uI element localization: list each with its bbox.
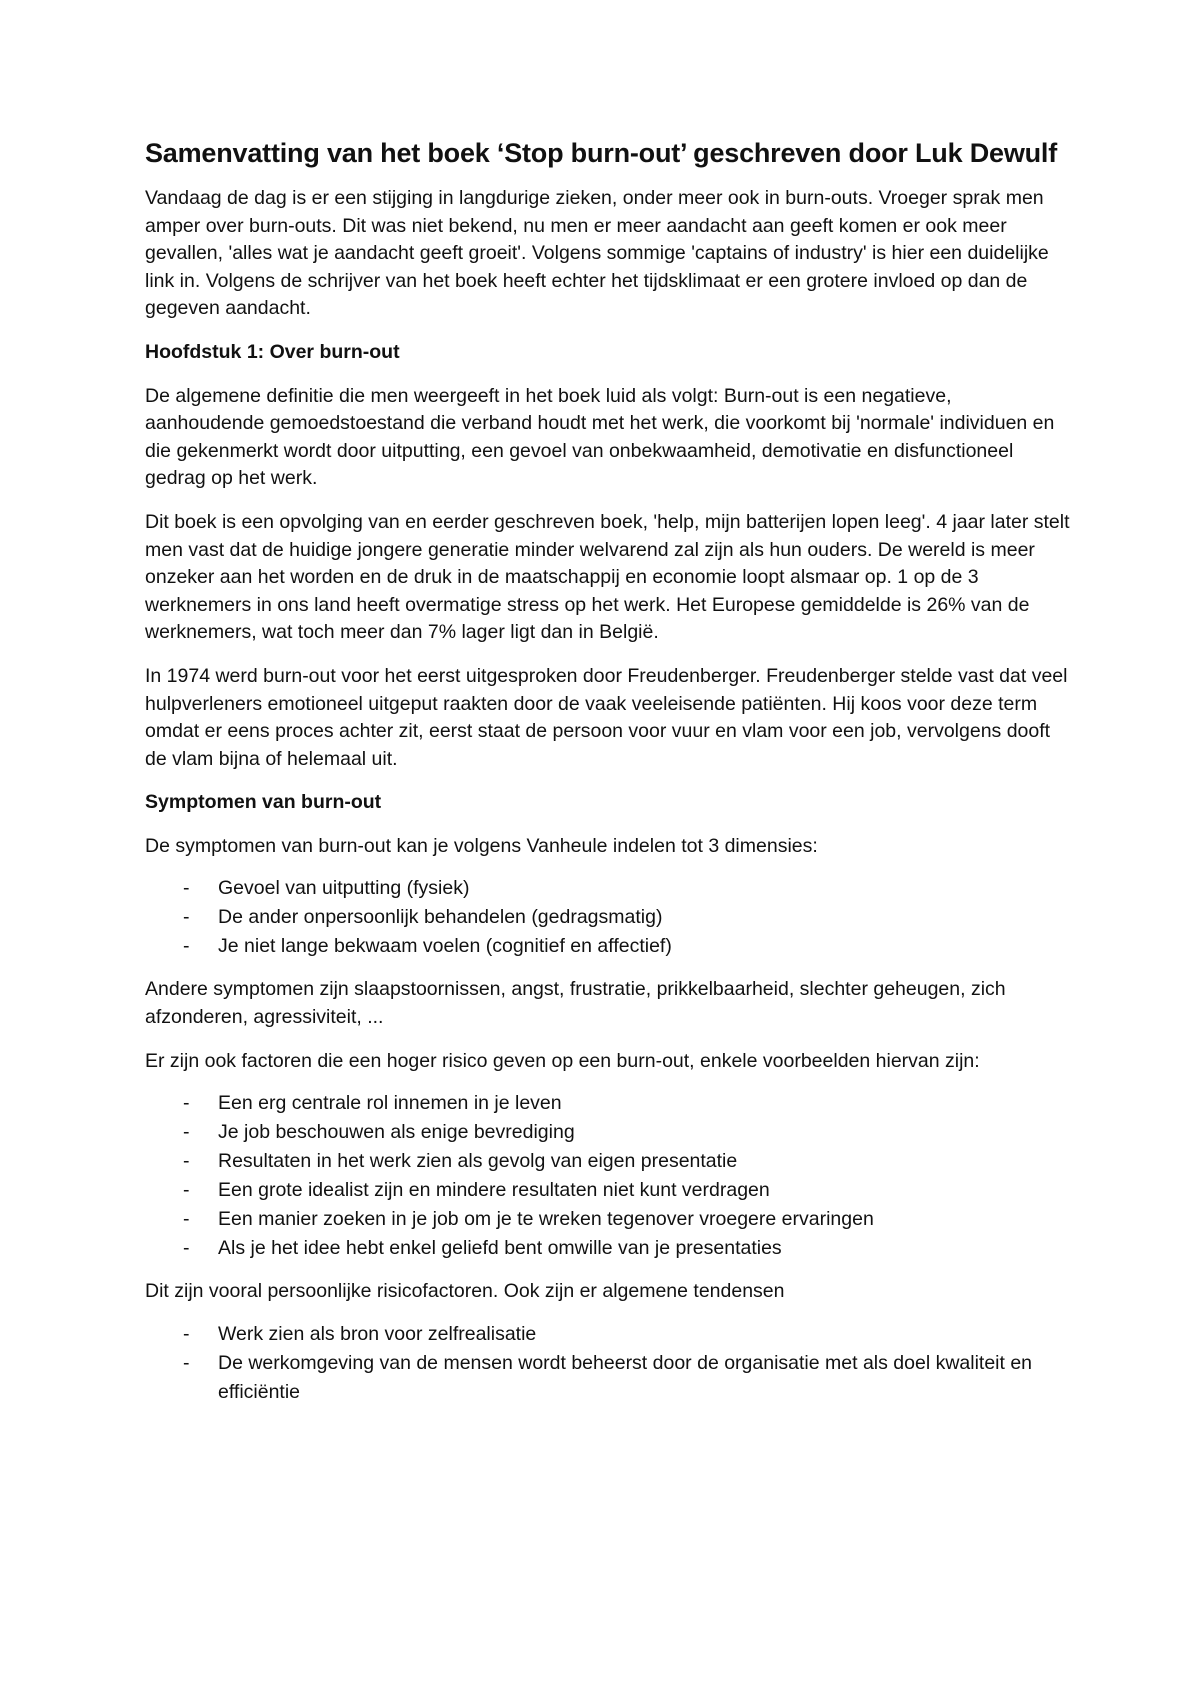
dash-bullet: - bbox=[183, 1351, 190, 1374]
list-item: - Je niet lange bekwaam voelen (cognitief en affectief) bbox=[145, 932, 1075, 961]
document-page bbox=[145, 136, 1075, 1422]
trends-intro-paragraph: Dit zijn vooral persoonlijke risicofactoren. Ook zijn er algemene tendensen bbox=[145, 1280, 785, 1303]
trends-list bbox=[145, 1320, 1075, 1407]
list-item: - Een grote idealist zijn en mindere resultaten niet kunt verdragen bbox=[145, 1176, 1075, 1205]
list-item: - Werk zien als bron voor zelfrealisatie bbox=[145, 1320, 1075, 1349]
document-title: Samenvatting van het boek ‘Stop burn-out’ geschreven door Luk Dewulf bbox=[145, 138, 1058, 168]
list-item: - Een manier zoeken in je job om je te wreken tegenover vroegere ervaringen bbox=[145, 1205, 1075, 1234]
dash-bullet: - bbox=[183, 1150, 190, 1173]
list-item: - Resultaten in het werk zien als gevolg van eigen presentatie bbox=[145, 1147, 1075, 1176]
list-item: - Een erg centrale rol innemen in je leven bbox=[145, 1089, 1075, 1118]
list-item: - De ander onpersoonlijk behandelen (gedragsmatig) bbox=[145, 903, 1075, 932]
dash-bullet: - bbox=[183, 877, 190, 900]
dash-bullet: - bbox=[183, 1322, 190, 1345]
other-symptoms-paragraph: Andere symptomen zijn slaapstoornissen, angst, frustratie, prikkelbaarheid, slechter geheugen, zich afzonderen, agressiviteit, ... bbox=[145, 978, 1006, 1029]
dash-bullet: - bbox=[183, 906, 190, 929]
dash-bullet: - bbox=[183, 1237, 190, 1260]
dash-bullet: - bbox=[183, 1179, 190, 1202]
history-paragraph: In 1974 werd burn-out voor het eerst uitgesproken door Freudenberger. Freudenberger stelde vast dat veel hulpverleners emotioneel uitgeput raakten door de vaak veeleisende patiënten. Hij koos voor deze term omdat er eens proces achter zit, eerst staat de persoon voor vuur en vlam voor een job, vervolgens dooft de vlam bijna of helemaal uit. bbox=[145, 664, 1068, 770]
dash-bullet: - bbox=[183, 1208, 190, 1231]
list-item: - Je job beschouwen als enige bevrediging bbox=[145, 1118, 1075, 1147]
dash-bullet: - bbox=[183, 1092, 190, 1115]
definition-paragraph: De algemene definitie die men weergeeft in het boek luid als volgt: Burn-out is een negatieve, aanhoudende gemoedstoestand die verband houdt met het werk, die voorkomt bij 'normale' individuen en die gekenmerkt wordt door uitputting, een gevoel van onbekwaamheid, demotivatie en disfunctioneel gedrag op het werk. bbox=[145, 384, 1055, 490]
chapter-1-heading: Hoofdstuk 1: Over burn-out bbox=[145, 340, 400, 363]
risk-intro-paragraph: Er zijn ook factoren die een hoger risico geven op een burn-out, enkele voorbeelden hiervan zijn: bbox=[145, 1049, 980, 1072]
symptoms-heading: Symptomen van burn-out bbox=[145, 791, 382, 814]
symptoms-intro: De symptomen van burn-out kan je volgens Vanheule indelen tot 3 dimensies: bbox=[145, 834, 818, 857]
dash-bullet: - bbox=[183, 935, 190, 958]
intro-paragraph: Vandaag de dag is er een stijging in langdurige zieken, onder meer ook in burn-outs. Vroeger sprak men amper over burn-outs. Dit was niet bekend, nu men er meer aandacht aan geeft komen er ook meer gevallen, 'alles wat je aandacht geeft groeit'. Volgens sommige 'captains of industry' is hier een duidelijke link in. Volgens de schrijver van het boek heeft echter het tijdsklimaat er een grotere invloed op dan de gegeven aandacht. bbox=[145, 187, 1049, 320]
dash-bullet: - bbox=[183, 1121, 190, 1144]
follow-up-paragraph: Dit boek is een opvolging van en eerder geschreven boek, 'help, mijn batterijen lopen leeg'. 4 jaar later stelt men vast dat de huidige jongere generatie minder welvarend zal zijn als hun ouders. De wereld is meer onzeker aan het worden en de druk in de maatschappij en economie loopt alsmaar op. 1 op de 3 werknemers in ons land heeft overmatige stress op het werk. Het Europese gemiddelde is 26% van de werknemers, wat toch meer dan 7% lager ligt dan in België. bbox=[145, 510, 1070, 644]
list-item: - Als je het idee hebt enkel geliefd bent omwille van je presentaties bbox=[145, 1234, 1075, 1263]
risk-factors-list bbox=[145, 1089, 1075, 1263]
list-item: - De werkomgeving van de mensen wordt beheerst door de organisatie met als doel kwaliteit en efficiëntie bbox=[145, 1349, 1075, 1407]
dimensions-list bbox=[145, 874, 1075, 961]
list-item: - Gevoel van uitputting (fysiek) bbox=[145, 874, 1075, 903]
